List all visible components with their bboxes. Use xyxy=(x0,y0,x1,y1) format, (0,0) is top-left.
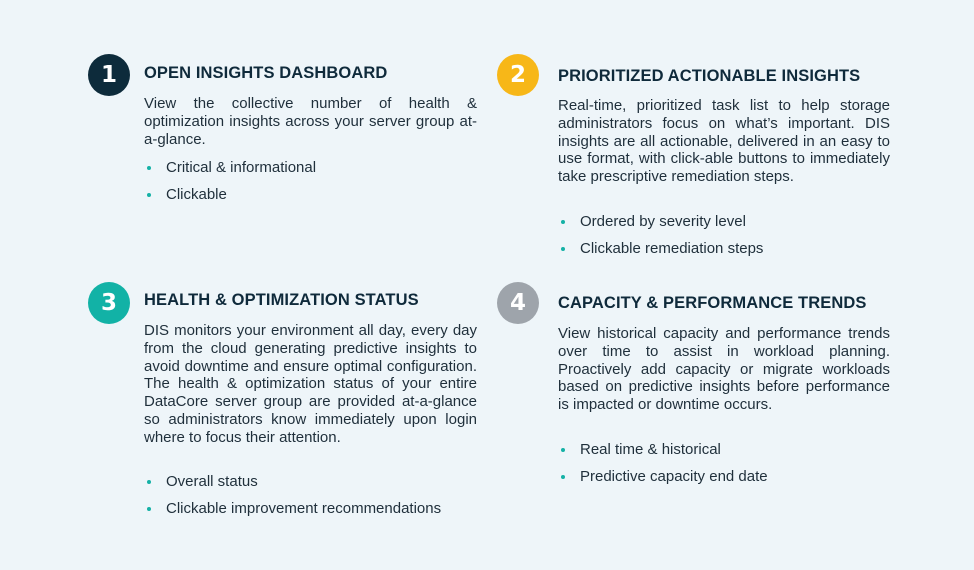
list-item xyxy=(144,186,477,213)
step-badge-4: 4 xyxy=(497,282,539,324)
list-item-label: Clickable improvement recommendations xyxy=(166,500,442,517)
bullet-dot-icon xyxy=(147,193,151,197)
step-badge-1: 1 xyxy=(88,54,130,96)
bullet-dot-icon xyxy=(561,220,565,224)
section-description: Real-time, prioritized task list to help storage administrators focus on what’s important. DIS insights are all actionable, delivered in an easy to use format, with click-able buttons to immediately take prescriptive remediation steps. xyxy=(558,97,890,186)
bullet-list xyxy=(144,159,477,213)
bullet-dot-icon xyxy=(147,507,151,511)
bullet-list xyxy=(558,213,890,267)
list-item xyxy=(558,468,890,495)
bullet-dot-icon xyxy=(147,480,151,484)
bullet-list xyxy=(558,441,890,495)
bullet-list xyxy=(144,473,484,527)
list-item-label: Clickable xyxy=(166,186,227,203)
section-description: View historical capacity and performance trends over time to assist in workload planning. Proactively add capacity or migrate workloads based on predictive insights before performance is impacted or downtime occurs. xyxy=(558,325,890,414)
list-item xyxy=(144,159,477,186)
list-item-label: Overall status xyxy=(166,473,258,490)
list-item-label: Critical & informational xyxy=(166,159,317,176)
section-title: CAPACITY & PERFORMANCE TRENDS xyxy=(558,294,867,312)
list-item-label: Clickable remediation steps xyxy=(580,240,764,257)
bullet-dot-icon xyxy=(561,448,565,452)
list-item-label: Ordered by severity level xyxy=(580,213,746,230)
list-item-label: Real time & historical xyxy=(580,441,721,458)
section-title: PRIORITIZED ACTIONABLE INSIGHTS xyxy=(558,67,861,85)
bullet-dot-icon xyxy=(561,475,565,479)
bullet-dot-icon xyxy=(147,166,151,170)
section-description: DIS monitors your environment all day, every day from the cloud generating predictive insights to avoid downtime and ensure optimal configuration. The health & optimization status of your entire DataCore server group are provided at-a-glance so administrators know immediately upon login where to focus their attention. xyxy=(144,322,477,446)
step-badge-3: 3 xyxy=(88,282,130,324)
list-item xyxy=(144,500,484,527)
list-item xyxy=(558,240,890,267)
bullet-dot-icon xyxy=(561,247,565,251)
section-description: View the collective number of health & optimization insights across your server group at-a-glance. xyxy=(144,95,477,148)
list-item xyxy=(144,473,484,500)
list-item xyxy=(558,441,890,468)
step-badge-2: 2 xyxy=(497,54,539,96)
section-title: HEALTH & OPTIMIZATION STATUS xyxy=(144,291,419,309)
list-item xyxy=(558,213,890,240)
list-item-label: Predictive capacity end date xyxy=(580,468,768,485)
section-title: OPEN INSIGHTS DASHBOARD xyxy=(144,64,388,82)
